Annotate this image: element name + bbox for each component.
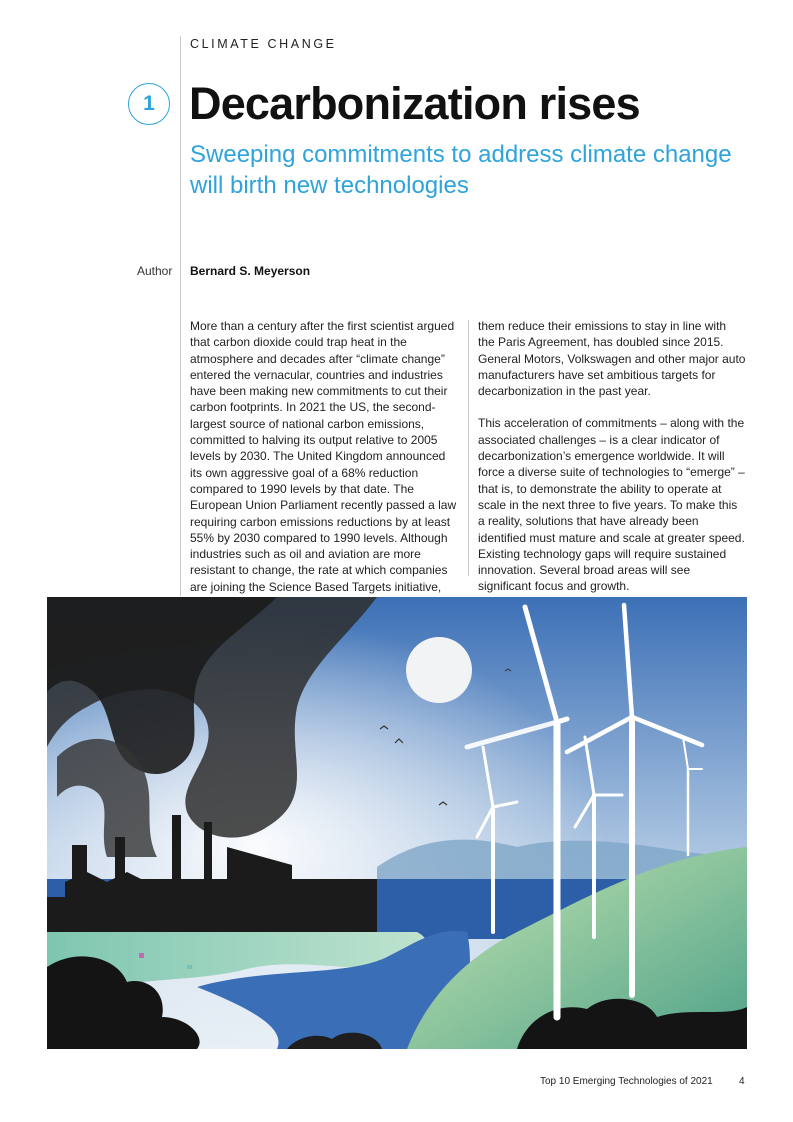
author-name: Bernard S. Meyerson (190, 264, 311, 278)
factory-and-wind-turbines-illustration (47, 597, 747, 1049)
page-title: Decarbonization rises (189, 78, 640, 129)
margin-rule (180, 36, 181, 596)
body-column-2 (478, 318, 746, 611)
column-divider (468, 320, 469, 576)
author-label: Author (137, 264, 173, 278)
section-label: CLIMATE CHANGE (190, 37, 337, 51)
page-number: 4 (739, 1076, 745, 1087)
page-subtitle: Sweeping commitments to address climate change will birth new technologies (190, 141, 732, 199)
body-paragraph: them reduce their emissions to stay in line with the Paris Agreement, has doubled since 2015. General Motors, Volkswagen and other major auto manufacturers have set ambitious targets for decarbonization in the past year. (478, 319, 746, 399)
body-paragraph: This acceleration of commitments – along with the associated challenges – is a clear indicator of decarbonization’s emergence worldwide. It will force a diverse suite of technologies to “emerge” – that is, to demonstrate the ability to operate at scale in the next three to five years. To make this a reality, solutions that have already been identified must mature and scale at greater speed. Existing technology gaps will require sustained innovation. Several broad areas will see significant focus and growth. (478, 416, 745, 594)
illustration-svg (47, 597, 747, 1049)
body-column-1 (190, 318, 458, 627)
footer-publication: Top 10 Emerging Technologies of 2021 (540, 1076, 713, 1087)
chapter-number-badge: 1 (128, 83, 170, 125)
body-paragraph: More than a century after the first scientist argued that carbon dioxide could trap heat in the atmosphere and decades after “climate change” entered the vernacular, countries and industries have been making new commitments to cut their carbon footprints. In 2021 the US, the second-largest source of national carbon emissions, committed to halving its output relative to 2005 levels by 2030. The United Kingdom announced its own aggressive goal of a 68% reduction compared to 1990 levels by that date. The European Union Parliament recently passed a law requiring carbon emissions reductions by at least 55% by 2030 compared to 1990 levels. Although industries such as oil and aviation are more resistant to change, the rate at which companies are joining the Science Based Targets initiative, (190, 319, 457, 594)
